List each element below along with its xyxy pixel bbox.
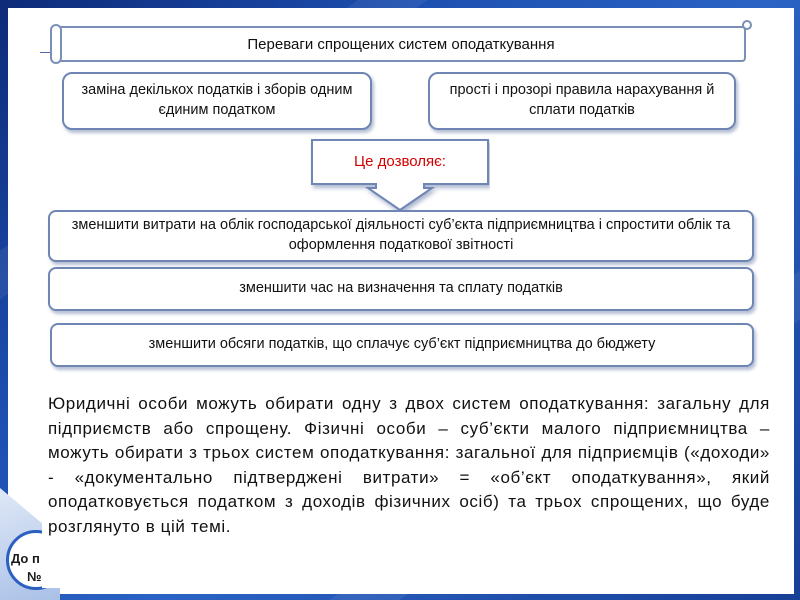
result-text-3: зменшити обсяги податків, що сплачує суб’єкт підприємництва до бюджету [148,336,656,353]
advantage-text-2: прості і прозорі правила нарахування й сплати податків [449,82,715,118]
nav-badge-line2: № [27,569,42,584]
callout-arrow [310,138,490,212]
scroll-curl-right [742,20,752,30]
result-box-3 [50,323,754,367]
result-text-2: зменшити час на визначення та сплату податків [239,280,563,297]
diagram-title: Переваги спрощених систем оподаткування [247,36,555,53]
result-text-1: зменшити витрати на облік господарської діяльності суб’єкта підприємництва і спростити облік та оформлення податкової звітності [71,217,731,253]
result-box-1 [48,210,754,262]
callout-text: Це дозволяє: [354,153,446,170]
advantage-box-1 [62,72,372,130]
nav-badge-line1: До п [11,551,40,566]
advantage-text-1: заміна декількох податків і зборів одним єдиним податком [81,82,353,118]
result-box-2 [48,267,754,311]
title-scroll [56,26,746,62]
callout-arrow-shape [310,138,490,212]
explanation-paragraph: Юридичні особи можуть обирати одну з двох систем оподаткування: загальну для підприємств або спрощену. Фізичні особи – суб’єкти малого підприємництва – можуть обирати з трьох систем оподаткування: загальної для підприємців («доходи» - «документально підтверджені витрати» = «об’єкт оподаткування», який оподатковується податком з доходів фізичних осіб) та трьох спрощених, що буде розглянуто в цій темі. [42,384,780,588]
advantage-box-2 [428,72,736,130]
